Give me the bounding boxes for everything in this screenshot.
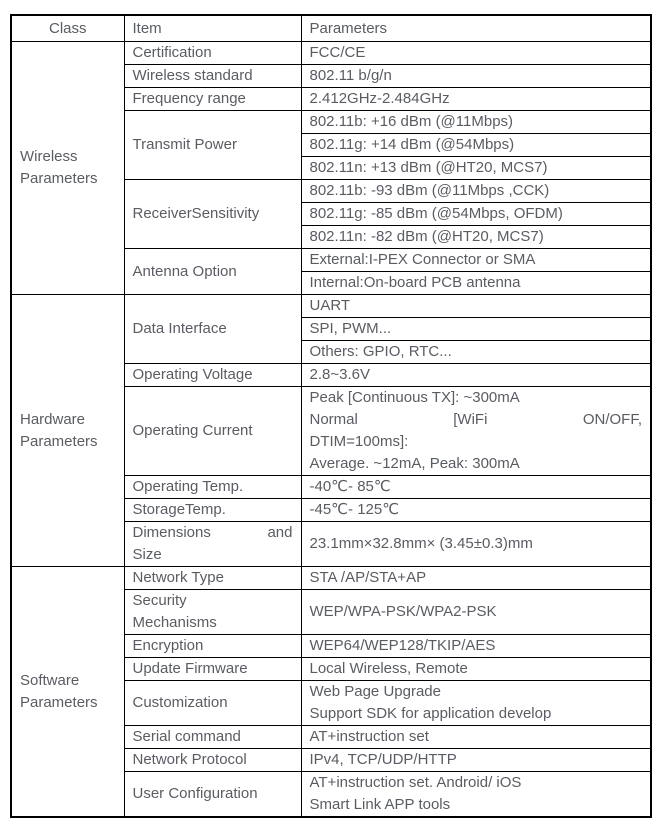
class-cell-wireless-parameters bbox=[11, 42, 124, 295]
param-cell-serial-command bbox=[301, 726, 651, 749]
cell-text-line: STA /AP/STA+AP bbox=[309, 569, 427, 586]
cell-text-line: 2.8~3.6V bbox=[309, 366, 370, 383]
param-cell-operating-voltage bbox=[301, 364, 651, 387]
cell-text-line: Operating Current bbox=[132, 422, 253, 439]
cell-text-line: Hardware bbox=[20, 410, 86, 428]
cell-text-line: Internal:On-board PCB antenna bbox=[309, 274, 521, 291]
param-cell-receiver-sensitivity-g bbox=[301, 203, 651, 226]
cell-text-line: AT+instruction set. Android/ iOS bbox=[309, 774, 522, 791]
cell-text-line: WEP64/WEP128/TKIP/AES bbox=[309, 637, 496, 654]
item-cell-network-type bbox=[124, 567, 301, 590]
cell-text-line: Support SDK for application develop bbox=[309, 705, 552, 722]
item-cell-encryption bbox=[124, 635, 301, 658]
table-header-row bbox=[11, 15, 651, 42]
param-cell-data-interface-spi bbox=[301, 318, 651, 341]
cell-text-line: Operating Temp. bbox=[132, 478, 244, 495]
item-cell-operating-current bbox=[124, 387, 301, 476]
param-cell-dimensions-size bbox=[301, 522, 651, 567]
cell-text-line: WEP/WPA-PSK/WPA2-PSK bbox=[309, 603, 497, 620]
param-cell-operating-current bbox=[301, 387, 651, 476]
cell-text-line: SPI, PWM... bbox=[309, 320, 392, 337]
cell-text-line: 802.11g: -85 dBm (@54Mbps, OFDM) bbox=[309, 205, 563, 222]
spec-table bbox=[10, 14, 652, 818]
cell-text-line: Wireless bbox=[20, 148, 78, 165]
cell-text-line: User Configuration bbox=[132, 785, 258, 802]
item-cell-wireless-standard bbox=[124, 65, 301, 88]
param-cell-data-interface-others bbox=[301, 341, 651, 364]
cell-text-line: DTIM=100ms]: bbox=[309, 433, 409, 450]
cell-text-line: 802.11g: +14 dBm (@54Mbps) bbox=[309, 136, 515, 153]
cell-text-line: -40℃- 85℃ bbox=[309, 478, 391, 495]
param-cell-transmit-power-b bbox=[301, 111, 651, 134]
cell-text-line: Encryption bbox=[132, 637, 204, 654]
param-cell-operating-temp bbox=[301, 476, 651, 499]
cell-text-line: Customization bbox=[132, 694, 228, 711]
param-cell-network-protocol bbox=[301, 749, 651, 772]
cell-text-line: 2.412GHz-2.484GHz bbox=[309, 90, 450, 107]
cell-text-line: Antenna Option bbox=[132, 262, 237, 280]
item-cell-transmit-power bbox=[124, 111, 301, 180]
cell-text-line: Local Wireless, Remote bbox=[309, 660, 468, 677]
param-cell-encryption bbox=[301, 635, 651, 658]
cell-text-line: Frequency range bbox=[132, 90, 246, 107]
header-item: Item bbox=[124, 15, 301, 42]
table-row bbox=[11, 567, 651, 590]
item-cell-update-firmware bbox=[124, 658, 301, 681]
param-cell-antenna-external bbox=[301, 249, 651, 272]
cell-text-line: Size bbox=[132, 546, 162, 563]
cell-text-line: 802.11b: +16 dBm (@11Mbps) bbox=[309, 113, 514, 130]
cell-text-line: Parameters bbox=[20, 432, 98, 450]
cell-text-line: 802.11b: -93 dBm (@11Mbps ,CCK) bbox=[309, 182, 550, 199]
cell-text-line: 802.11n: -82 dBm (@HT20, MCS7) bbox=[309, 228, 544, 245]
param-cell-security-mechanisms bbox=[301, 590, 651, 635]
item-cell-user-configuration bbox=[124, 772, 301, 818]
cell-text-line: -45℃- 125℃ bbox=[309, 501, 400, 518]
item-cell-operating-temp bbox=[124, 476, 301, 499]
cell-text-line: Smart Link APP tools bbox=[309, 796, 451, 813]
param-cell-user-configuration bbox=[301, 772, 651, 818]
item-cell-network-protocol bbox=[124, 749, 301, 772]
param-cell-data-interface-uart bbox=[301, 295, 651, 318]
param-cell-receiver-sensitivity-n bbox=[301, 226, 651, 249]
item-cell-receiver-sensitivity bbox=[124, 180, 301, 249]
cell-text-line: Web Page Upgrade bbox=[309, 683, 441, 700]
cell-text-line: Average. ~12mA, Peak: 300mA bbox=[309, 455, 520, 472]
item-cell-customization bbox=[124, 681, 301, 726]
param-cell-antenna-internal bbox=[301, 272, 651, 295]
cell-text-line: Normal [WiFi ON/OFF, bbox=[309, 411, 642, 428]
item-cell-frequency-range bbox=[124, 88, 301, 111]
cell-text-line: Software bbox=[20, 671, 80, 689]
cell-text-line: Network Protocol bbox=[132, 751, 247, 768]
cell-text-line: Security bbox=[132, 592, 187, 609]
cell-text-line: UART bbox=[309, 297, 351, 314]
param-cell-receiver-sensitivity-b bbox=[301, 180, 651, 203]
cell-text-line: Dimensions and bbox=[132, 524, 293, 541]
cell-text-line: AT+instruction set bbox=[309, 728, 429, 745]
item-cell-antenna-option bbox=[124, 249, 301, 295]
param-cell-wireless-standard bbox=[301, 65, 651, 88]
item-cell-dimensions-size bbox=[124, 522, 301, 567]
cell-text-line: Network Type bbox=[132, 569, 224, 586]
cell-text-line: ReceiverSensitivity bbox=[132, 205, 260, 222]
cell-text-line: Peak [Continuous TX]: ~300mA bbox=[309, 389, 520, 406]
cell-text-line: Parameters bbox=[20, 170, 98, 187]
cell-text-line: IPv4, TCP/UDP/HTTP bbox=[309, 751, 457, 768]
cell-text-line: Transmit Power bbox=[132, 136, 237, 153]
item-cell-serial-command bbox=[124, 726, 301, 749]
cell-text-line: Parameters bbox=[20, 693, 98, 711]
cell-text-line: 23.1mm×32.8mm× (3.45±0.3)mm bbox=[309, 535, 533, 552]
table-row bbox=[11, 42, 651, 65]
item-cell-data-interface bbox=[124, 295, 301, 364]
cell-text-line: Update Firmware bbox=[132, 660, 248, 677]
class-cell-software-parameters bbox=[11, 567, 124, 818]
param-cell-network-type bbox=[301, 567, 651, 590]
param-cell-storage-temp bbox=[301, 499, 651, 522]
cell-text-line: Certification bbox=[132, 44, 212, 61]
cell-text-line: External:I-PEX Connector or SMA bbox=[309, 251, 536, 268]
param-cell-customization bbox=[301, 681, 651, 726]
header-class: Class bbox=[11, 15, 124, 42]
cell-text-line: Serial command bbox=[132, 728, 241, 745]
cell-text-line: 802.11 b/g/n bbox=[309, 67, 392, 84]
item-cell-storage-temp bbox=[124, 499, 301, 522]
cell-text-line: FCC/CE bbox=[309, 44, 366, 61]
cell-text-line: Mechanisms bbox=[132, 614, 217, 631]
cell-text-line: StorageTemp. bbox=[132, 501, 226, 518]
cell-text-line: Operating Voltage bbox=[132, 366, 253, 383]
cell-text-line: Others: GPIO, RTC... bbox=[309, 343, 452, 360]
item-cell-security-mechanisms bbox=[124, 590, 301, 635]
cell-text-line: 802.11n: +13 dBm (@HT20, MCS7) bbox=[309, 159, 548, 176]
param-cell-certification bbox=[301, 42, 651, 65]
cell-text-line: Wireless standard bbox=[132, 67, 253, 84]
param-cell-update-firmware bbox=[301, 658, 651, 681]
table-row bbox=[11, 295, 651, 318]
header-parameters: Parameters bbox=[301, 15, 651, 42]
param-cell-transmit-power-g bbox=[301, 134, 651, 157]
param-cell-transmit-power-n bbox=[301, 157, 651, 180]
cell-text-line: Data Interface bbox=[132, 320, 227, 337]
class-cell-hardware-parameters bbox=[11, 295, 124, 567]
item-cell-certification bbox=[124, 42, 301, 65]
item-cell-operating-voltage bbox=[124, 364, 301, 387]
param-cell-frequency-range bbox=[301, 88, 651, 111]
